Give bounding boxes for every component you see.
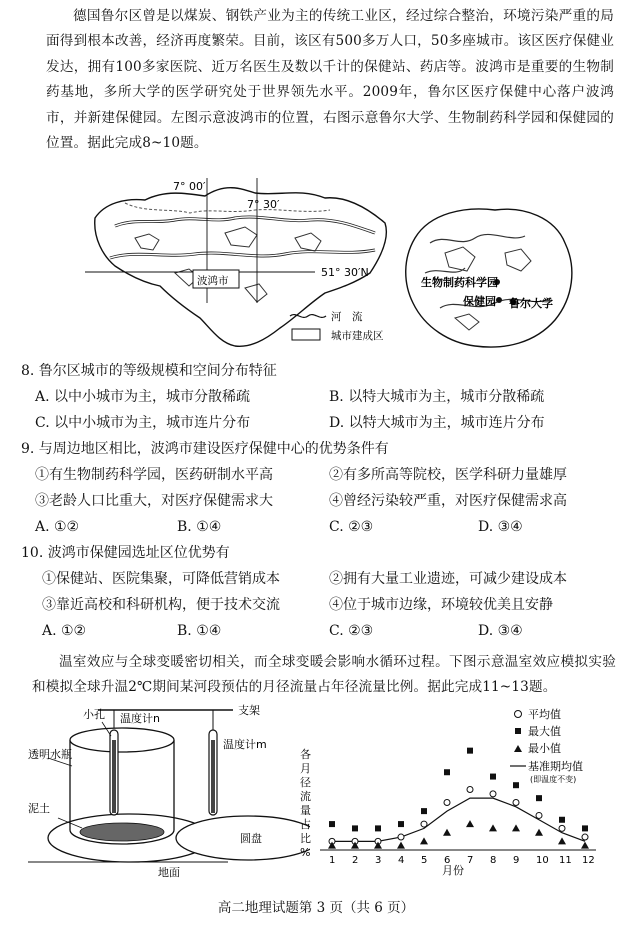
- lon-label-2: 7° 30′: [247, 198, 280, 211]
- legend-min-marker: [514, 745, 522, 752]
- soil-area: [80, 823, 164, 841]
- mean-point: [582, 834, 588, 840]
- max-point: [536, 795, 542, 801]
- mean-point: [398, 834, 404, 840]
- mean-point: [421, 821, 427, 827]
- legend-max: 最大值: [528, 725, 561, 738]
- q10-option-c[interactable]: C. ②③: [329, 623, 374, 639]
- label-ground: 地面: [158, 866, 180, 879]
- y-axis-label: 各月径流量占比%: [300, 748, 311, 859]
- q10-statement-1: ①保健站、医院集聚，可降低营销成本: [42, 571, 280, 587]
- x-tick-label: 9: [513, 855, 520, 866]
- page-footer: 高二地理试题第 3 页（共 6 页）: [217, 900, 415, 916]
- q9-stem: 9. 与周边地区相比，波鸿市建设医疗保健中心的优势条件有: [21, 441, 389, 457]
- max-point: [421, 808, 427, 814]
- left-map: [85, 178, 400, 358]
- x-tick-label: 8: [490, 855, 497, 866]
- q10-option-a[interactable]: A. ①②: [42, 623, 87, 639]
- q10-option-b[interactable]: B. ①④: [177, 623, 222, 639]
- x-tick-label: 4: [398, 855, 405, 866]
- q8-option-d[interactable]: D. 以特大城市为主，城市连片分布: [329, 415, 545, 431]
- legend-baseline-note: (即温度不变): [530, 775, 577, 784]
- passage-2: 温室效应与全球变暖密切相关，而全球变暖会影响水循环过程。下图示意温室效应模拟实验和模拟全球升温2℃期间某河段预估的月径流量占年径流量比例。据此完成11~13题。: [32, 654, 616, 696]
- mean-point: [490, 791, 496, 797]
- min-point: [512, 824, 520, 831]
- x-tick-label: 5: [421, 855, 428, 866]
- legend-baseline: 基准期均值: [528, 760, 583, 773]
- label-plate: 圆盘: [240, 832, 262, 845]
- experiment-figure: [28, 700, 310, 880]
- q9-statement-2: ②有多所高等院校，医学科研力量雄厚: [329, 467, 567, 483]
- min-point: [558, 837, 566, 844]
- baseline-series-line: [332, 798, 585, 841]
- q10-option-d[interactable]: D. ③④: [478, 623, 523, 639]
- lat-label: 51° 30′N: [321, 266, 369, 279]
- label-bottle: 透明水瓶: [28, 748, 72, 761]
- mean-point: [559, 825, 565, 831]
- label-thermometer-m: 温度计m: [223, 738, 267, 751]
- x-tick-label: 11: [559, 855, 572, 866]
- max-point: [398, 821, 404, 827]
- passage-1: 德国鲁尔区曾是以煤炭、钢铁产业为主的传统工业区，经过综合整治，环境污染严重的局面得到根本改善，经济再度繁荣。目前，该区有500多万人口，50多座城市。该区医疗保健业发达，拥有100多家医院、近万名医生及数以千计的保健站、药店等。波鸿市是重要的生物制药基地，多所大学的医学研究处于世界领先水平。2009年，鲁尔区医疗保健中心落户波鸿市，并新建保健园。左图示意波鸿市的位置，右图示意鲁尔大学、生物制药科学园和保健园的位置。据此完成8~10题。: [46, 8, 614, 152]
- q8-option-a[interactable]: A. 以中小城市为主，城市分散稀疏: [35, 389, 251, 405]
- max-point: [467, 748, 473, 754]
- label-university: 鲁尔大学: [509, 297, 553, 310]
- q10-statement-4: ④位于城市边缘，环境较优美且安静: [329, 597, 553, 613]
- x-tick-label: 1: [329, 855, 336, 866]
- legend-max-marker: [515, 728, 521, 734]
- legend-min: 最小值: [528, 742, 561, 755]
- label-thermometer-n: 温度计n: [120, 712, 160, 725]
- legend-mean-marker: [515, 711, 522, 718]
- legend-urban: 城市建成区: [331, 330, 384, 342]
- mean-point: [467, 787, 473, 793]
- x-tick-label: 2: [352, 855, 359, 866]
- x-tick-label: 10: [536, 855, 549, 866]
- q9-statement-4: ④曾经污染较严重，对医疗保健需求高: [329, 493, 567, 509]
- q10-statement-3: ③靠近高校和科研机构，便于技术交流: [42, 597, 280, 613]
- max-point: [329, 821, 335, 827]
- min-point: [466, 820, 474, 827]
- q8-option-b[interactable]: B. 以特大城市为主，城市分散稀疏: [329, 389, 545, 405]
- lon-label-1: 7° 00′: [173, 180, 206, 193]
- mean-point: [536, 812, 542, 818]
- min-point: [420, 837, 428, 844]
- mean-point: [444, 799, 450, 805]
- q9-option-c[interactable]: C. ②③: [329, 519, 374, 535]
- min-point: [581, 842, 589, 849]
- max-point: [444, 769, 450, 775]
- label-science-park: 生物制药科学园: [421, 276, 498, 289]
- label-health-park: 保健园: [463, 295, 496, 308]
- max-point: [582, 825, 588, 831]
- min-point: [443, 829, 451, 836]
- label-small-hole: 小孔: [83, 708, 105, 721]
- max-point: [513, 782, 519, 788]
- min-point: [397, 842, 405, 849]
- city-label-bochum: 波鸿市: [197, 275, 229, 287]
- label-stand: 支架: [238, 704, 260, 717]
- legend-mean: 平均值: [528, 708, 561, 721]
- q9-option-b[interactable]: B. ①④: [177, 519, 222, 535]
- min-point: [535, 829, 543, 836]
- chart-legend: [510, 707, 583, 784]
- q9-option-a[interactable]: A. ①②: [35, 519, 80, 535]
- max-point: [490, 774, 496, 780]
- health-park-marker: [496, 297, 502, 303]
- min-point: [489, 824, 497, 831]
- x-tick-label: 3: [375, 855, 382, 866]
- q9-option-d[interactable]: D. ③④: [478, 519, 523, 535]
- max-point: [352, 825, 358, 831]
- legend-river: 河 流: [331, 311, 363, 323]
- x-axis-label: 月份: [442, 864, 464, 877]
- mean-point: [513, 799, 519, 805]
- x-tick-label: 7: [467, 855, 474, 866]
- max-point: [559, 817, 565, 823]
- runoff-chart: [292, 700, 614, 878]
- q10-statement-2: ②拥有大量工业遗迹，可减少建设成本: [329, 571, 567, 587]
- q10-stem: 10. 波鸿市保健园选址区位优势有: [21, 545, 230, 561]
- x-tick-label: 6: [444, 855, 451, 866]
- right-map: [395, 198, 580, 358]
- max-point: [375, 825, 381, 831]
- q8-stem: 8. 鲁尔区城市的等级规模和空间分布特征: [21, 363, 277, 379]
- urban-legend-icon: [292, 329, 320, 340]
- label-soil: 泥土: [28, 802, 50, 815]
- q8-option-c[interactable]: C. 以中小城市为主，城市连片分布: [35, 415, 251, 431]
- q9-statement-1: ①有生物制药科学园，医药研制水平高: [35, 467, 273, 483]
- q9-statement-3: ③老龄人口比重大，对医疗保健需求大: [35, 493, 273, 509]
- x-tick-label: 12: [582, 855, 595, 866]
